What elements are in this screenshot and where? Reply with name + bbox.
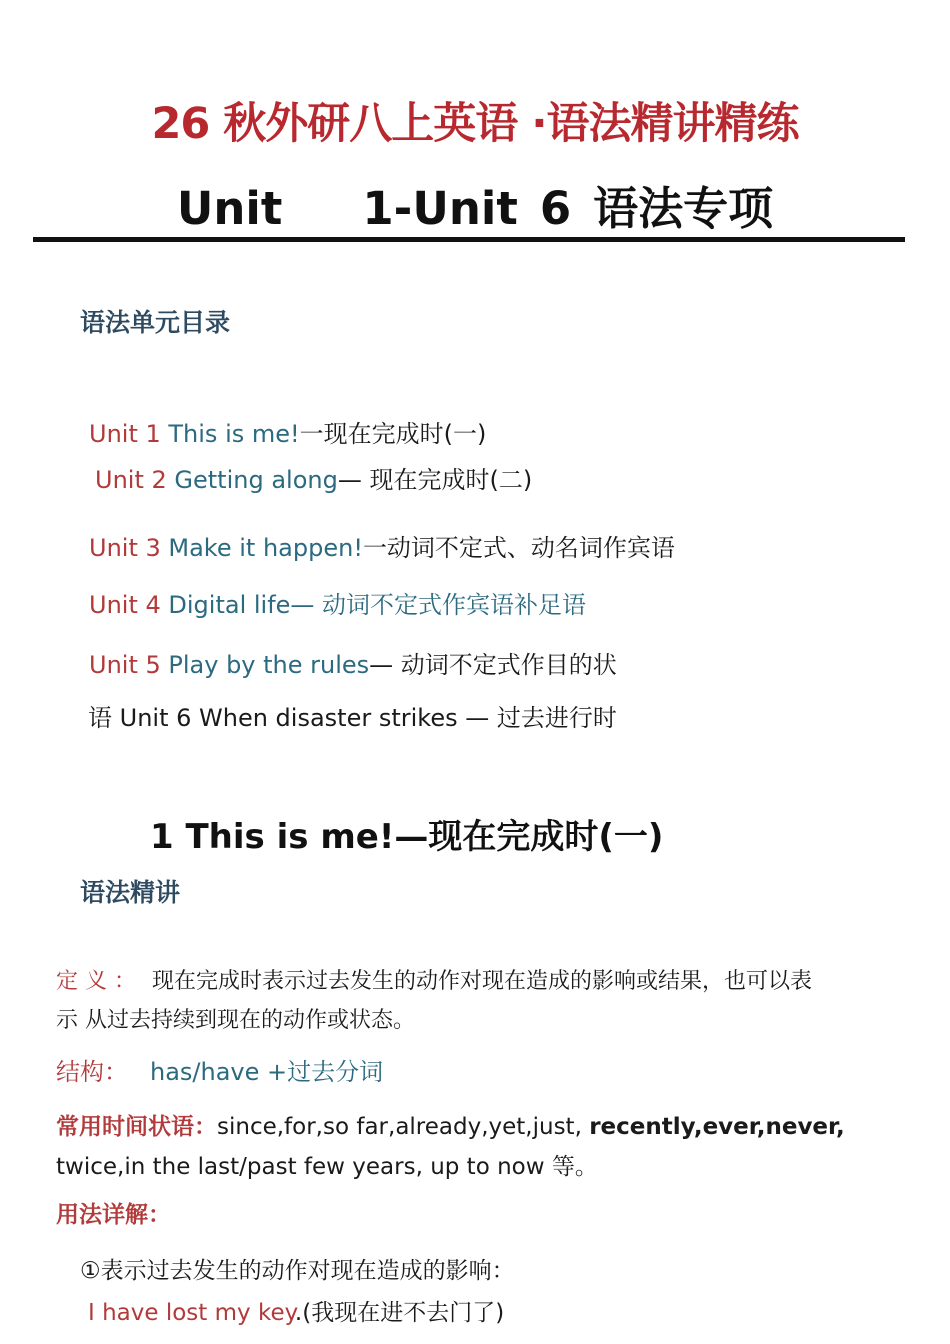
adverbial-line	[56, 1108, 845, 1141]
toc-grammar: — 现在完成时(二)	[337, 466, 533, 494]
structure-line	[56, 1052, 383, 1087]
toc-unit: Unit 1	[89, 420, 161, 448]
toc-title: Play by the rules	[160, 651, 370, 679]
toc-title: This is me!	[160, 420, 300, 448]
toc-grammar: 一现在完成时(一)	[299, 420, 487, 448]
toc-grammar: — 动词不定式作目的状	[369, 651, 617, 679]
adverbial-list-bold: recently,ever,never,	[589, 1114, 845, 1140]
toc-grammar: 一动词不定式、动名词作宾语	[362, 534, 675, 562]
toc-heading: 语法单元目录	[80, 308, 231, 337]
toc-item-cut: 语 Unit 6 When disaster strikes — 过去进行时	[88, 704, 617, 732]
toc-grammar: — 动词不定式作宾语补足语	[290, 591, 587, 619]
toc-item-unit1	[89, 414, 486, 449]
toc-unit: Unit 2	[95, 466, 167, 494]
document-subtitle	[0, 172, 950, 237]
structure-label: 结构：	[56, 1058, 128, 1086]
toc-item-unit5	[89, 645, 617, 680]
subtitle-topic: 语法专项	[593, 182, 774, 235]
toc-title: Getting along	[166, 466, 338, 494]
adverbial-list: since,for,so far,already,yet,just,	[217, 1114, 590, 1140]
example-english: I have lost my key	[88, 1300, 295, 1326]
structure-value: has/have +过去分词	[150, 1058, 384, 1086]
toc-item-unit3	[89, 528, 675, 563]
unit1-heading-cut: 1 This is me!—现在完成时(一)	[150, 817, 664, 857]
usage-example-1	[88, 1294, 504, 1327]
adverbial-line-cont: twice,in the last/past few years, up to now 等。	[56, 1154, 598, 1180]
toc-item-unit2	[95, 460, 532, 495]
toc-unit: Unit 3	[89, 534, 161, 562]
example-chinese: .(我现在进不去门了)	[294, 1300, 505, 1326]
usage-heading: 用法详解：	[56, 1202, 171, 1228]
subtitle-unit: Unit	[176, 182, 283, 235]
definition-label: 定 义 ：	[56, 969, 136, 994]
toc-unit: Unit 5	[89, 651, 161, 679]
toc-title: Make it happen!	[160, 534, 363, 562]
subtitle-unit-number: 6	[539, 182, 572, 235]
document-title: 26 秋外研八上英语 ·语法精讲精练	[151, 99, 799, 149]
toc-title: Digital life	[160, 591, 291, 619]
toc-unit: Unit 4	[89, 591, 161, 619]
definition-text-cont: 示 从过去持续到现在的动作或状态。	[56, 1008, 415, 1033]
definition-text: 现在完成时表示过去发生的动作对现在造成的影响或结果，也可以表	[152, 969, 813, 994]
subtitle-range: 1-Unit	[362, 182, 518, 235]
title-divider	[33, 237, 905, 242]
toc-item-unit4	[89, 585, 586, 620]
usage-point-1: ①表示过去发生的动作对现在造成的影响：	[80, 1258, 515, 1284]
lecture-heading: 语法精讲	[80, 878, 181, 907]
adverbial-label: 常用时间状语：	[56, 1114, 217, 1140]
